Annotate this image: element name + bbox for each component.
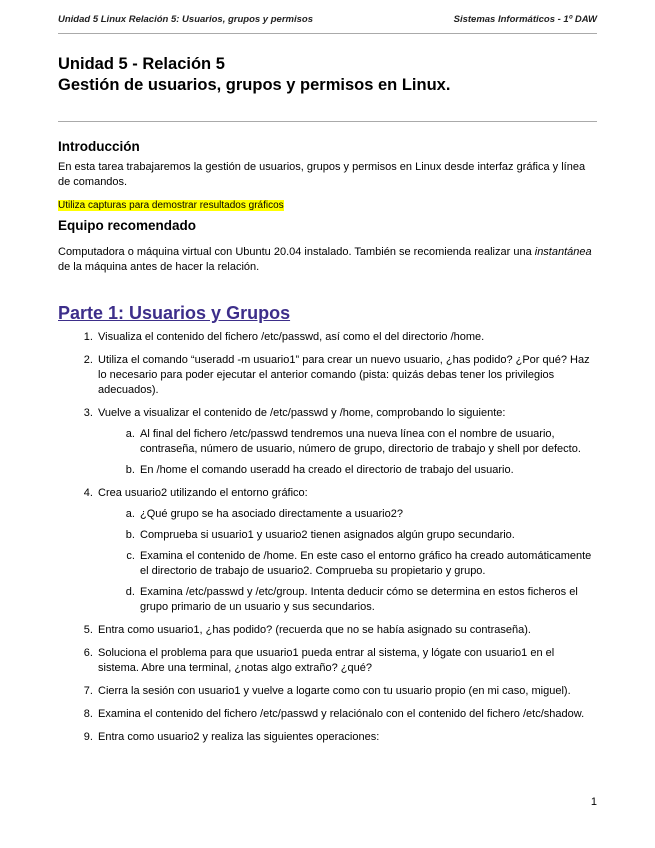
list-item: [96, 330, 597, 345]
header-divider: [58, 33, 597, 34]
equipo-text-before: Computadora o máquina virtual con Ubuntu 20.04 instalado. También se recomienda realizar una: [58, 246, 535, 258]
list-item: [96, 646, 597, 676]
sub-list: [98, 507, 597, 615]
list-item: [96, 707, 597, 722]
sub-list-item: a. Al final del fichero /etc/passwd tendremos una nueva línea con el nombre de usuario, contraseña, número de usuario, número de grupo, directorio de trabajo y shell por defecto.: [138, 427, 597, 457]
list-item-text: Crea usuario2 utilizando el entorno gráfico:: [98, 487, 308, 499]
equipo-text: [58, 245, 597, 275]
list-item: [96, 730, 597, 745]
intro-text: En esta tarea trabajaremos la gestión de usuarios, grupos y permisos en Linux desde interfaz gráfica y línea de comandos.: [58, 161, 586, 188]
equipo-text-italic: instantánea: [534, 246, 592, 258]
intro-section: [58, 138, 597, 213]
equipo-heading: Equipo recomendado: [58, 218, 197, 233]
list-item-text: Cierra la sesión con usuario1 y vuelve a logarte como con tu usuario propio (en mi caso, miguel).: [98, 685, 571, 697]
list-item-text: Vuelve a visualizar el contenido de /etc/passwd y /home, comprobando lo siguiente:: [98, 407, 506, 419]
list-item-text: Entra como usuario1, ¿has podido? (recuerda que no se había asignado su contraseña).: [98, 624, 531, 636]
sub-list-item: b. En /home el comando useradd ha creado el directorio de trabajo del usuario.: [138, 463, 597, 478]
page-number: 1: [590, 796, 597, 808]
page-header: [58, 14, 597, 25]
document-title: [58, 54, 450, 96]
intro-heading: Introducción: [58, 139, 140, 154]
sub-list-item: a. ¿Qué grupo se ha asociado directamente a usuario2?: [138, 507, 597, 522]
list-item-text: Visualiza el contenido del fichero /etc/passwd, así como el del directorio /home.: [98, 331, 485, 343]
list-item-text: Entra como usuario2 y realiza las siguientes operaciones:: [98, 731, 380, 743]
list-item-text: Examina el contenido del fichero /etc/passwd y relaciónalo con el contenido del fichero /etc/shadow.: [98, 708, 585, 720]
sub-list-item: d. Examina /etc/passwd y /etc/group. Intenta deducir cómo se determina en estos ficheros el grupo primario de un usuario y sus secundarios.: [138, 585, 597, 615]
list-item: [96, 486, 597, 615]
equipo-text-after: de la máquina antes de hacer la relación.: [58, 261, 260, 273]
part1-list: [58, 330, 597, 745]
title-line-2: Gestión de usuarios, grupos y permisos en Linux.: [58, 76, 451, 94]
header-left: Unidad 5 Linux Relación 5: Usuarios, grupos y permisos: [58, 14, 313, 25]
list-item: [96, 353, 597, 398]
list-item-text: Utiliza el comando “useradd -m usuario1” para crear un nuevo usuario, ¿has podido? ¿Por qué? Haz lo necesario para poder ejecutar el anterior comando (pista: quizás debas tener los privilegios adecuados).: [98, 354, 590, 396]
part1-title: Parte 1: Usuarios y Grupos: [58, 303, 291, 323]
sub-list-item: b. Comprueba si usuario1 y usuario2 tienen asignados algún grupo secundario.: [138, 528, 597, 543]
sub-list-item: c. Examina el contenido de /home. En este caso el entorno gráfico ha creado automáticamente el directorio de trabajo de usuario2. Comprueba su propietario y grupo.: [138, 549, 597, 579]
header-right: Sistemas Informáticos - 1º DAW: [453, 14, 597, 25]
equipo-section: [58, 217, 597, 275]
list-item: [96, 623, 597, 638]
title-divider: [58, 121, 597, 122]
intro-note: Utiliza capturas para demostrar resultados gráficos: [58, 200, 284, 211]
list-item: [96, 684, 597, 699]
part1-section: [58, 302, 597, 753]
title-line-1: Unidad 5 - Relación 5: [58, 55, 225, 73]
list-item-text: Soluciona el problema para que usuario1 pueda entrar al sistema, y lógate con usuario1 en el sistema. Abre una terminal, ¿notas algo extraño? ¿qué?: [98, 647, 555, 674]
sub-list: [98, 427, 597, 478]
list-item: [96, 406, 597, 478]
